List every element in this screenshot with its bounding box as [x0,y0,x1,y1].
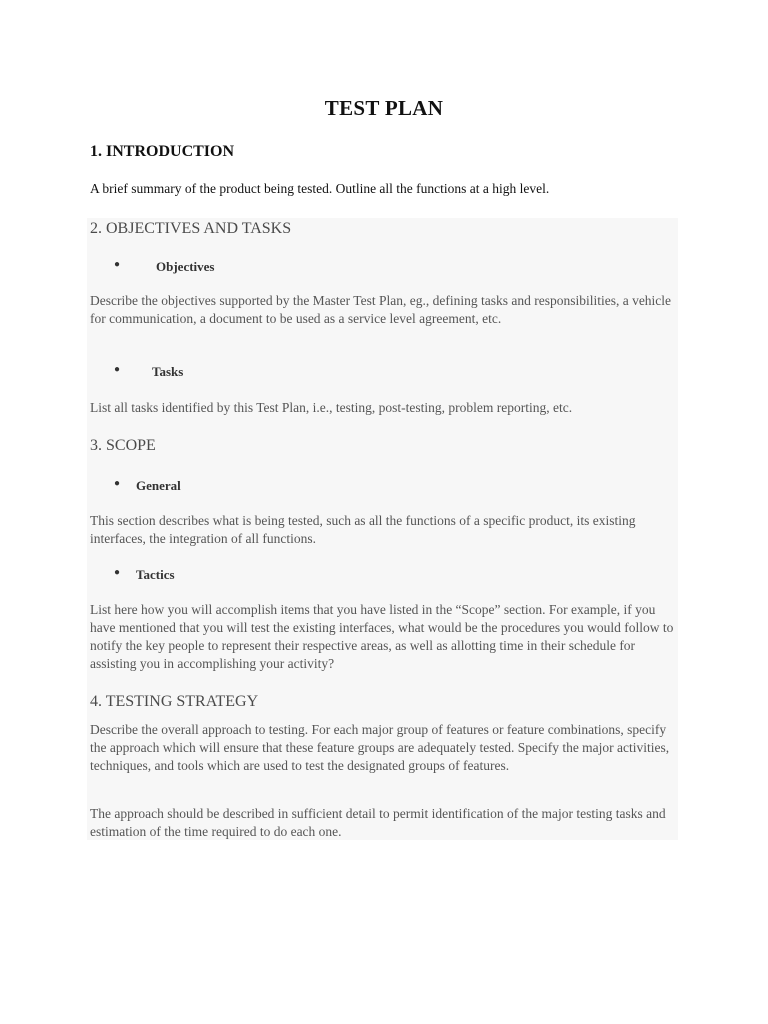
bullet-label: Tasks [152,364,184,379]
general-text: This section describes what is being tested, such as all the functions of a specific product, its existing interfaces, the integration of all functions. [90,513,636,546]
bullet-label: Tactics [136,567,175,582]
section-heading-testing-strategy: 4. TESTING STRATEGY [90,693,259,710]
bullet-label: General [136,478,181,493]
bullet-icon: ● [114,567,121,578]
testing-strategy-text-1: Describe the overall approach to testing. For each major group of features or feature combinations, specify the approach which will ensure that these feature groups are adequately tested. Specify the major activities, techniques, and tools which are used to test the designated groups of features. [90,722,670,773]
document-title: TEST PLAN [324,96,444,120]
testing-strategy-text-2: The approach should be described in sufficient detail to permit identification of the major testing tasks and estimation of the time required to do each one. [90,806,666,839]
bullet-icon: ● [114,259,121,270]
tactics-text: List here how you will accomplish items that you have listed in the “Scope” section. For example, if you have mentioned that you will test the existing interfaces, what would be the procedures you would follow to notify the key people to represent their respective areas, as well as allotting time in their schedule for assisting you in accomplishing your activity? [90,602,674,671]
section-heading-introduction: 1. INTRODUCTION [90,143,235,160]
section-heading-objectives-and-tasks: 2. OBJECTIVES AND TASKS [90,220,292,237]
bullet-label: Objectives [156,259,215,274]
introduction-text: A brief summary of the product being tested. Outline all the functions at a high level. [90,181,550,196]
tasks-text: List all tasks identified by this Test Plan, i.e., testing, post-testing, problem reporting, etc. [90,400,573,415]
section-heading-scope: 3. SCOPE [90,437,156,454]
objectives-text: Describe the objectives supported by the Master Test Plan, eg., defining tasks and responsibilities, a vehicle for communication, a document to be used as a service level agreement, etc. [90,293,672,326]
bullet-icon: ● [114,364,121,375]
bullet-icon: ● [114,478,121,489]
